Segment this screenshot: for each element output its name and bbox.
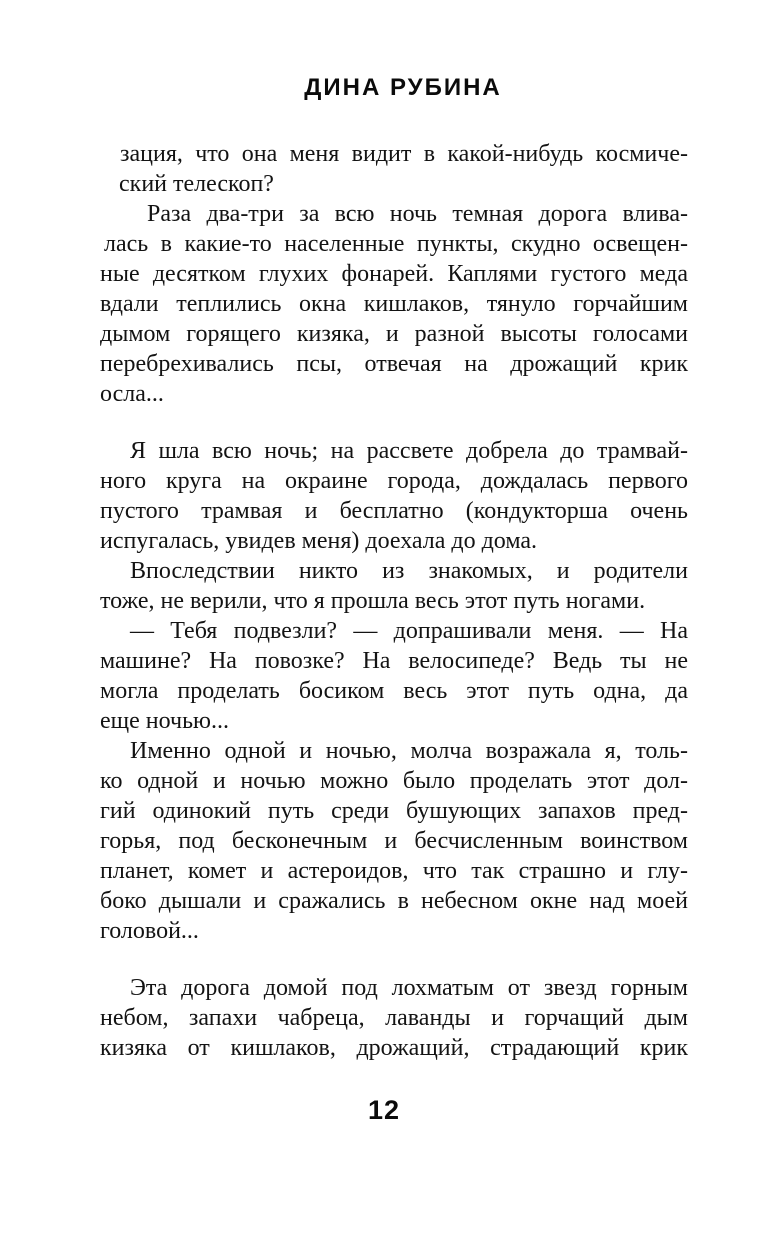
text-line: тоже, не верили, что я прошла весь этот путь ногами. [100, 588, 646, 614]
text-line: Впоследствии никто из знакомых, и родители [130, 558, 688, 584]
text-line: ные десятком глухих фонарей. Каплями густого меда [100, 261, 688, 287]
text-line: ного круга на окраине города, дождалась первого [100, 468, 688, 494]
text-line: лась в какие-то населенные пункты, скудно освещен- [104, 231, 688, 257]
text-line: перебрехивались псы, отвечая на дрожащий крик [100, 351, 688, 377]
text-line: еще ночью... [100, 708, 229, 734]
text-line: головой... [100, 918, 199, 944]
text-line: Раза два-три за всю ночь темная дорога влива- [147, 201, 688, 227]
body-text [100, 139, 688, 1063]
text-line: Эта дорога домой под лохматым от звезд горным [130, 975, 688, 1001]
text-line: горья, под бесконечным и бесчисленным воинством [100, 828, 688, 854]
text-line: дымом горящего кизяка, и разной высоты голосами [100, 321, 688, 347]
text-line: испугалась, увидев меня) доехала до дома. [100, 528, 538, 554]
running-title: ДИНА РУБИНА [304, 74, 502, 101]
text-line: небом, запахи чабреца, лаванды и горчащий дым [100, 1005, 688, 1031]
text-line: кизяка от кишлаков, дрожащий, страдающий крик [100, 1035, 688, 1061]
text-line: Я шла всю ночь; на рассвете добрела до трамвай- [130, 438, 688, 464]
text-line: ский телескоп? [119, 171, 274, 197]
text-line: планет, комет и астероидов, что так страшно и глу- [100, 858, 688, 884]
text-line: вдали теплились окна кишлаков, тянуло горчайшим [100, 291, 688, 317]
text-line: осла... [100, 381, 164, 407]
text-line: машине? На повозке? На велосипеде? Ведь ты не [100, 648, 688, 674]
text-line: могла проделать босиком весь этот путь одна, да [100, 678, 688, 704]
text-line: Именно одной и ночью, молча возражала я, толь- [130, 738, 688, 764]
text-line: ко одной и ночью можно было проделать этот дол- [100, 768, 688, 794]
text-line: — Тебя подвезли? — допрашивали меня. — На [130, 618, 688, 644]
page-number: 12 [367, 1095, 401, 1125]
text-line: зация, что она меня видит в какой-нибудь космиче- [120, 141, 688, 167]
text-line: гий одинокий путь среди бушующих запахов пред- [100, 798, 688, 824]
text-line: пустого трамвая и бесплатно (кондукторша очень [100, 498, 688, 524]
text-line: боко дышали и сражались в небесном окне над моей [100, 888, 688, 914]
